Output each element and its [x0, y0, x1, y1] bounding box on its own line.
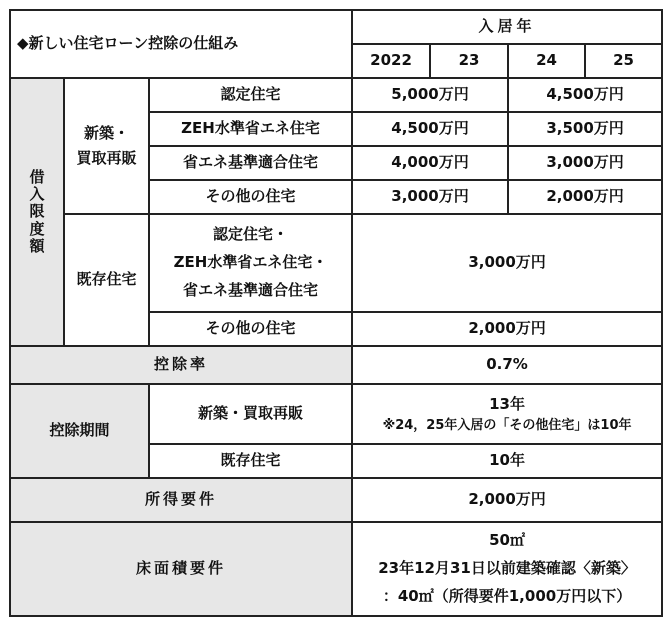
limit-value-cell: 3,000万円	[352, 214, 662, 312]
limit-value-cell: 4,500万円	[352, 112, 508, 146]
housing-type-cell	[149, 214, 352, 312]
deduction-rate-label: 控除率	[10, 346, 352, 384]
floor-area-line: 23年12月31日以前建築確認〈新築〉	[378, 559, 636, 578]
limit-value-cell: 3,000万円	[508, 146, 662, 180]
period-new-value	[352, 384, 662, 444]
housing-type-cell: ZEH水準省エネ住宅	[149, 112, 352, 146]
header-year-2022: 2022	[352, 44, 430, 78]
housing-type-cell: 認定住宅	[149, 78, 352, 112]
housing-type-line: ZEH水準省エネ住宅・	[173, 253, 328, 272]
period-new-years: 13年	[489, 394, 525, 413]
limit-value-cell: 5,000万円	[352, 78, 508, 112]
limit-value-cell: 2,000万円	[508, 180, 662, 214]
loan-deduction-table	[9, 9, 663, 617]
housing-type-cell: その他の住宅	[149, 180, 352, 214]
period-existing-label: 既存住宅	[149, 444, 352, 478]
header-year-group: 入居年	[352, 10, 662, 44]
borrow-limit-label	[10, 78, 64, 346]
period-existing-value: 10年	[352, 444, 662, 478]
deduction-rate-value: 0.7%	[352, 346, 662, 384]
borrow-limit-char: 限	[29, 202, 45, 221]
borrow-limit-char: 額	[29, 236, 45, 255]
header-year-25: 25	[585, 44, 662, 78]
header-year-24: 24	[508, 44, 585, 78]
deduction-period-label: 控除期間	[10, 384, 149, 478]
limit-value-cell: 3,000万円	[352, 180, 508, 214]
new-purchase-label-line: 買取再販	[76, 149, 137, 167]
period-new-note: ※24，25年入居の「その他住宅」は10年	[382, 417, 632, 433]
income-requirement-label: 所得要件	[10, 478, 352, 522]
limit-value-cell: 2,000万円	[352, 312, 662, 346]
borrow-limit-char: 借	[29, 167, 45, 186]
limit-value-cell: 4,500万円	[508, 78, 662, 112]
housing-type-line: 認定住宅・	[213, 225, 289, 244]
borrow-limit-char: 度	[29, 219, 45, 238]
floor-area-line: ：40㎡（所得要件1,000万円以下）	[382, 586, 632, 605]
floor-area-value	[352, 522, 662, 616]
new-purchase-label-line: 新築・	[83, 123, 129, 142]
floor-area-label: 床面積要件	[10, 522, 352, 616]
housing-type-line: 省エネ基準適合住宅	[183, 280, 319, 299]
table-title: ◆新しい住宅ローン控除の仕組み	[10, 10, 352, 78]
period-new-label: 新築・買取再販	[149, 384, 352, 444]
limit-value-cell: 4,000万円	[352, 146, 508, 180]
income-requirement-value: 2,000万円	[352, 478, 662, 522]
existing-housing-label: 既存住宅	[64, 214, 149, 346]
housing-type-cell: その他の住宅	[149, 312, 352, 346]
new-purchase-label	[64, 78, 149, 214]
floor-area-line: 50㎡	[489, 531, 525, 550]
header-year-23: 23	[430, 44, 508, 78]
limit-value-cell: 3,500万円	[508, 112, 662, 146]
borrow-limit-char: 入	[29, 185, 45, 204]
housing-type-cell: 省エネ基準適合住宅	[149, 146, 352, 180]
